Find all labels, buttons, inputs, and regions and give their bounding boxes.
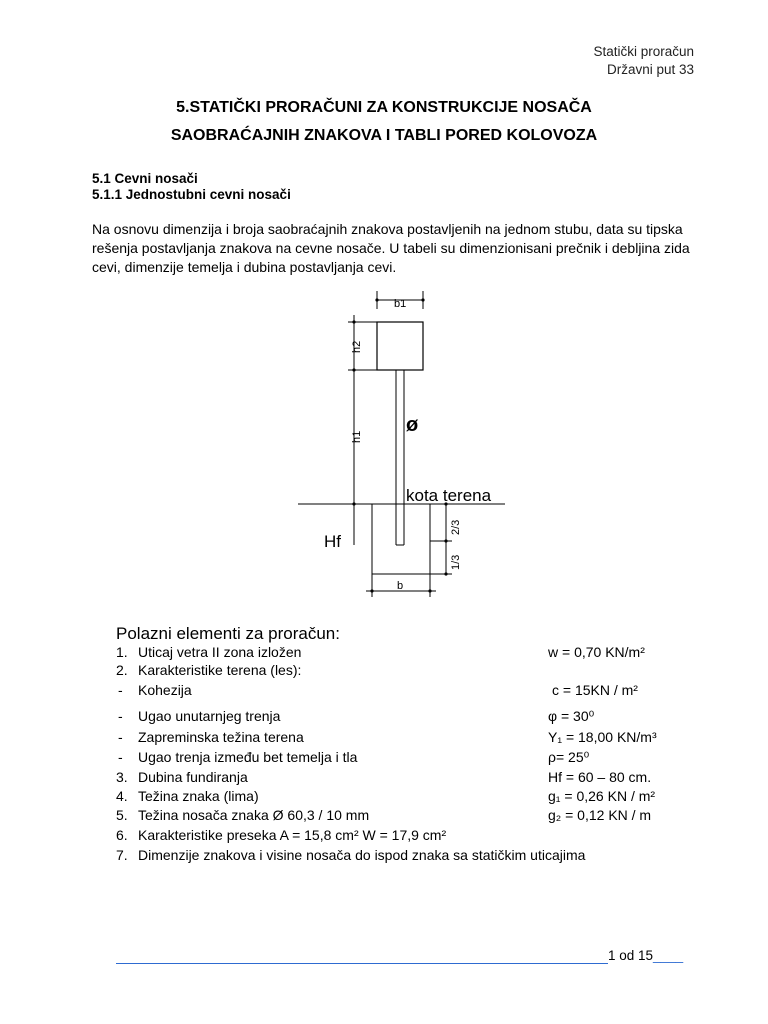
list-marker: - [118,682,123,698]
label-two-thirds: 2/3 [450,519,462,535]
label-kota-terena: kota terena [406,486,492,505]
list-item-value: φ = 30⁰ [548,708,595,724]
header-line-2: Državni put 33 [606,62,694,77]
list-marker: 6. [116,827,128,843]
list-item-text: Dubina fundiranja [138,769,248,785]
list-marker: 4. [116,788,128,804]
label-b: b [397,580,404,592]
list-marker: 7. [116,847,128,863]
intro-paragraph: Na osnovu dimenzija i broja saobraćajnih znakova postavljenih na jednom stubu, data su tipska rešenja postavljanja znakova na cevne nosače. U tabeli su dimenzionisani prečnik i debljina zida cevi, dimenzije temelja i dubina postavljanja cevi. [92,221,690,275]
foundation-diagram [290,285,520,605]
list-item-value: Y₁ = 18,00 KN/m³ [548,729,657,745]
label-one-third: 1/3 [450,554,462,570]
list-item-value: w = 0,70 KN/m² [548,644,645,660]
list-marker: - [118,708,123,724]
list-item-value: ρ= 25⁰ [548,749,590,765]
page-number: 1 od 15 [608,948,654,963]
list-item-value: Hf = 60 – 80 cm. [548,769,652,785]
label-diameter: ø [406,414,419,436]
title-line-2: SAOBRAĆAJNIH ZNAKOVA I TABLI PORED KOLOVOZA [170,127,598,144]
list-item-text: Ugao trenja između bet temelja i tla [138,749,358,765]
header [593,43,694,79]
list-marker: - [118,749,123,765]
label-h2: h2 [351,340,363,353]
list-item-text: Zapreminska težina terena [138,729,304,745]
label-b1: b1 [394,298,407,310]
title-line-1: 5.STATIČKI PRORAČUNI ZA KONSTRUKCIJE NOSAČA [176,99,592,116]
list-item-value: c = 15KN / m² [552,682,638,698]
list-marker: - [118,729,123,745]
inputs-heading: Polazni elementi za proračun: [116,624,340,643]
footer-trail: ____ [653,948,684,963]
list-marker: 3. [116,769,128,785]
list-item-text: Uticaj vetra II zona izložen [138,644,302,660]
list-item-text: Karakteristike terena (les): [138,662,302,678]
list-marker: 2. [116,662,128,678]
footer [116,948,694,964]
list-item-text: Ugao unutarnjeg trenja [138,708,281,724]
list-item-text: Karakteristike preseka A = 15,8 cm² W = 17,9 cm² [138,827,447,843]
header-line-1: Statički proračun [593,44,694,59]
list-marker: 1. [116,644,128,660]
list-item-text: Dimenzije znakova i visine nosača do ispod znaka sa statičkim uticajima [138,847,586,863]
list-item-text: Težina znaka (lima) [138,788,259,804]
section-heading: 5.1 Cevni nosači [92,171,198,186]
list-item-text: Kohezija [138,682,192,698]
label-h1: h1 [351,430,363,443]
subsection-heading: 5.1.1 Jednostubni cevni nosači [92,187,291,202]
label-hf: Hf [324,532,341,551]
list-item-value: g₁ = 0,26 KN / m² [548,788,656,804]
list-marker: 5. [116,807,128,823]
list-item-value: g₂ = 0,12 KN / m [548,807,652,823]
list-item-text: Težina nosača znaka Ø 60,3 / 10 mm [138,807,370,823]
